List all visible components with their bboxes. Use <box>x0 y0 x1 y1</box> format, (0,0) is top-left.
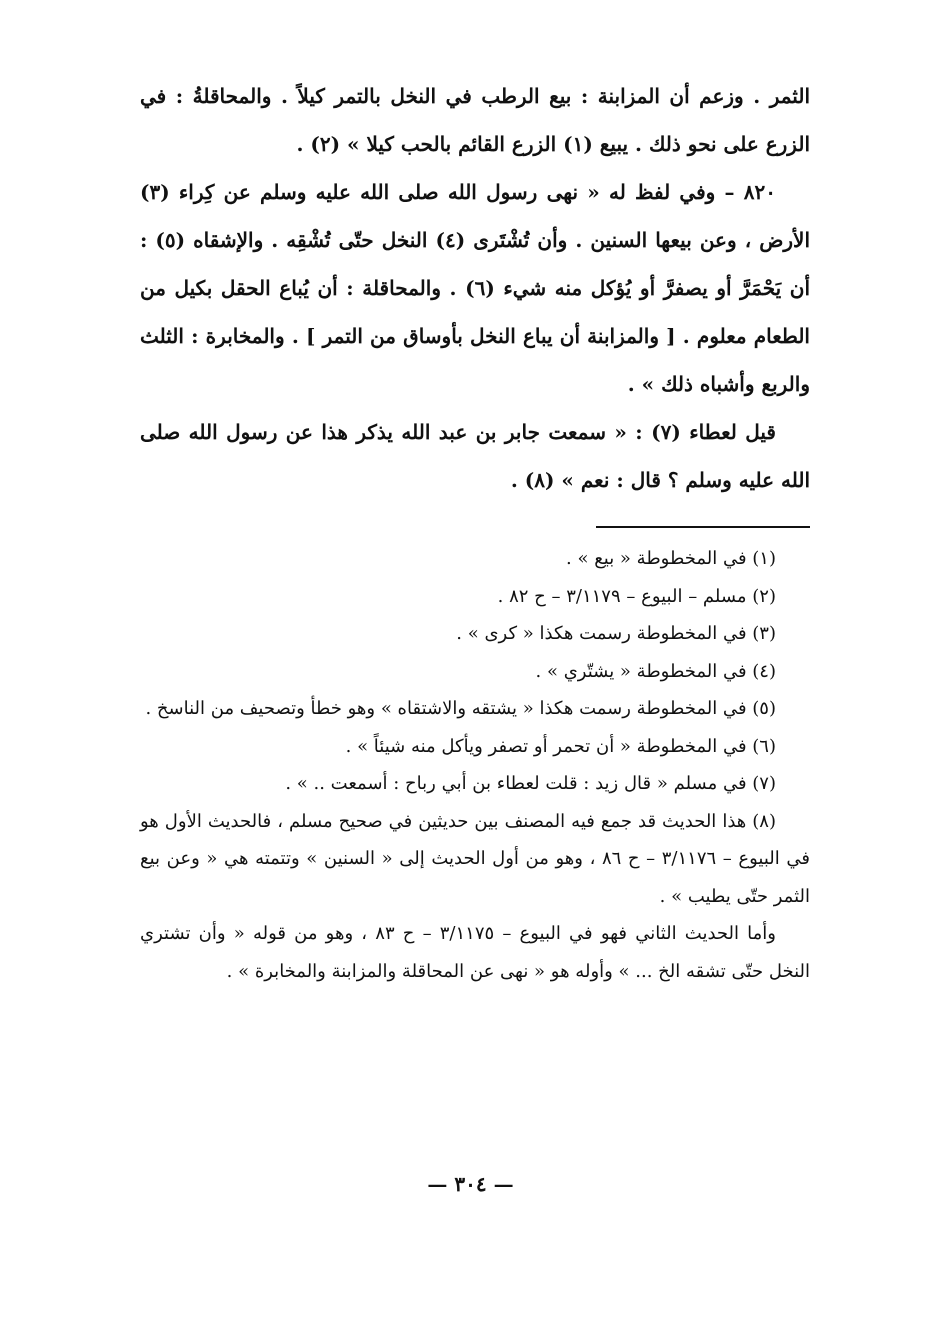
footnote-6: (٦) في المخطوطة « أن تحمر أو تصفر ويأكل منه شيئاً » . <box>345 735 776 757</box>
footnote-separator <box>596 526 810 528</box>
footnote-1: (١) في المخطوطة « بيع » . <box>566 548 776 569</box>
footnotes <box>140 540 810 990</box>
main-text <box>140 72 810 504</box>
footnote-7: (٧) في مسلم « قال زيد : قلت لعطاء بن أبي رباح : أسمعت .. » . <box>285 773 776 794</box>
page-number: — ٣٠٤ — <box>427 1172 514 1196</box>
footnote-8-continuation: وأما الحديث الثاني فهو في البيوع – ٣/١١٧٥ – ح ٨٣ ، وهو من قوله « وأن تشتري النخل حتّى تشقه الخ ... » وأوله هو « نهى عن المحاقلة والمزابنة والمخابرة » . <box>140 923 810 982</box>
hadith-820: ٨٢٠ – وفي لفظ له « نهى رسول الله صلى الله عليه وسلم عن كِراء (٣) الأرض ، وعن بيعها السنين . وأن تُشْتَرى (٤) النخل حتّى تُشْقِه . والإشقاه (٥) : أن يَحْمَرَّ أو يصفرَّ أو يُؤكل منه شيء (٦) . والمحاقلة : أن يُباع الحقل بكيل من الطعام معلوم . [ والمزابنة أن يباع النخل بأوساق من التمر ] . والمخابرة : الثلث والربع وأشباه ذلك » . <box>140 180 810 396</box>
footnote-2: (٢) مسلم – البيوع – ٣/١١٧٩ – ح ٨٢ . <box>497 585 776 607</box>
footnote-5: (٥) في المخطوطة رسمت هكذا « يشتقه والاشتقاه » وهو خطأ وتصحيف من الناسخ . <box>145 698 776 719</box>
paragraph-continuation: الثمر . وزعم أن المزابنة : بيع الرطب في النخل بالتمر كيلاً . والمحاقلةُ : في الزرع على نحو ذلك . يبيع (١) الزرع القائم بالحب كيلا » (٢) . <box>140 84 810 156</box>
footnote-4: (٤) في المخطوطة « يشتّري » . <box>535 660 776 682</box>
paragraph-ata-question: قيل لعطاء (٧) : « سمعت جابر بن عبد الله يذكر هذا عن رسول الله صلى الله عليه وسلم ؟ قال : نعم » (٨) . <box>140 420 810 492</box>
page-body <box>140 72 810 990</box>
footnote-8: (٨) هذا الحديث قد جمع فيه المصنف بين حديثين في صحيح مسلم ، فالحديث الأول هو في البيوع – ٣/١١٧٦ – ح ٨٦ ، وهو من أول الحديث إلى « السنين » وتتمته هي « وعن بيع الثمر حتّى يطيب » . <box>140 810 810 907</box>
footnote-3: (٣) في المخطوطة رسمت هكذا « كرى » . <box>456 623 776 644</box>
